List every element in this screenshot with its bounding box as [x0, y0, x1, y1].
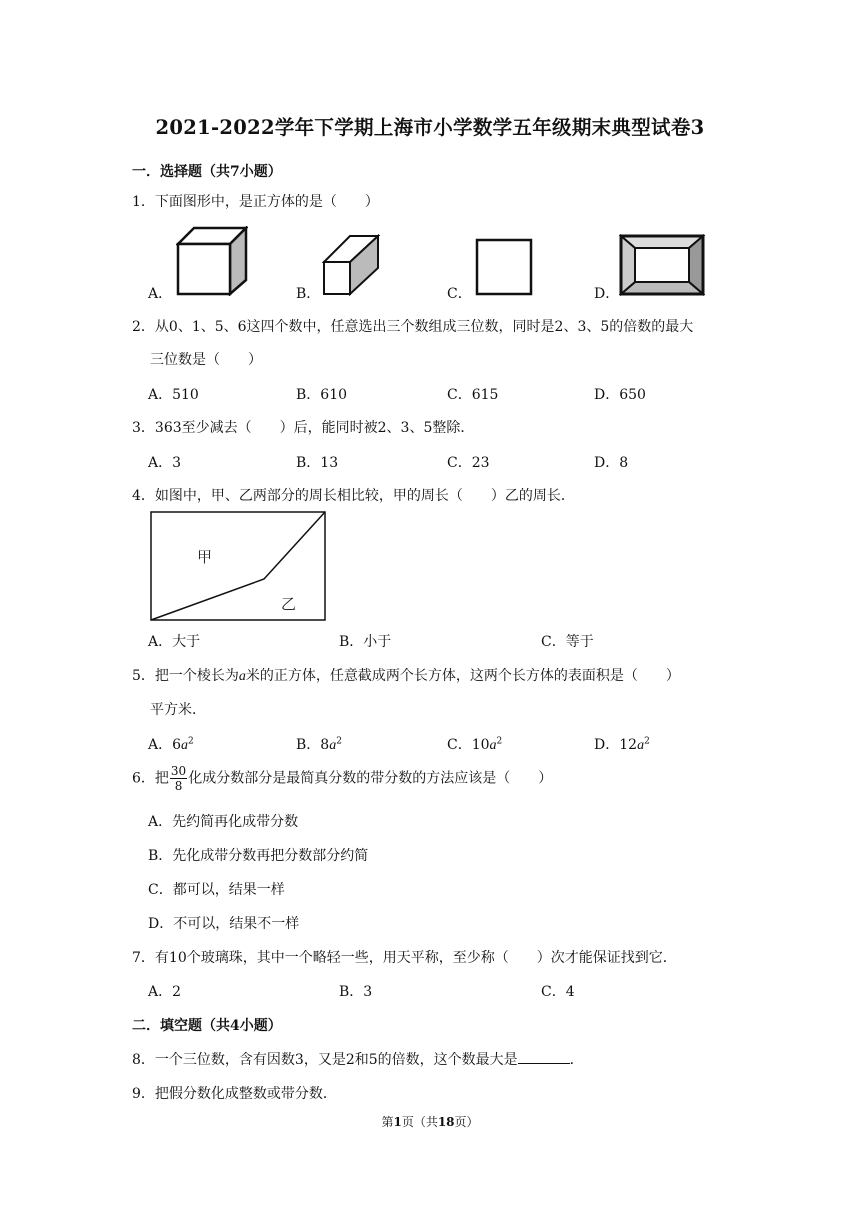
- var-a: a: [238, 669, 246, 684]
- rectangle-divided-figure: [149, 510, 327, 622]
- answer-blank: [518, 1049, 570, 1064]
- q7-option-c: C．4: [541, 984, 575, 1000]
- question-7-stem: 7．有10个玻璃珠，其中一个略轻一些，用天平称，至少称（ ）次才能保证找到它．: [132, 950, 677, 966]
- cuboid-figure-b: [322, 234, 380, 296]
- q3-option-a: A．3: [148, 455, 182, 471]
- question-5-stem-line2: 平方米．: [150, 702, 206, 718]
- question-1-stem: 1．下面图形中，是正方体的是（ ）: [132, 194, 379, 210]
- cube-figure-a: [176, 226, 248, 296]
- q5-option-b: B．$8a^2$: [296, 736, 342, 753]
- q6-option-c: C．都可以，结果一样: [148, 882, 285, 898]
- label-jia: 甲: [197, 548, 213, 566]
- q2-option-c: C．615: [447, 387, 499, 403]
- question-8-stem: 8．一个三位数，含有因数3，又是2和5的倍数，这个数最大是 ．: [132, 1049, 584, 1069]
- q2-option-d: D．650: [594, 387, 646, 403]
- q1-option-c-label: C．: [447, 286, 472, 302]
- section-heading-choice: 一．选择题（共7小题）: [132, 164, 282, 180]
- q5-option-a: A．$6a^2$: [148, 736, 194, 753]
- q1-option-d-label: D．: [594, 286, 620, 302]
- frame-figure-d: [619, 234, 705, 296]
- q7-option-a: A．2: [148, 984, 182, 1000]
- q3-option-b: B．13: [296, 455, 339, 471]
- q3-option-d: D．8: [594, 455, 629, 471]
- q6-option-b: B．先化成带分数再把分数部分约简: [148, 848, 369, 864]
- q2-option-a: A．510: [148, 387, 199, 403]
- q1-option-a-label: A．: [148, 286, 173, 302]
- question-4-stem: 4．如图中，甲、乙两部分的周长相比较，甲的周长（ ）乙的周长．: [132, 488, 575, 504]
- question-5-stem-line1: 5．把一个棱长为a米的正方体，任意截成两个长方体，这两个长方体的表面积是（ ）: [132, 668, 680, 684]
- section-heading-fill: 二．填空题（共4小题）: [132, 1018, 282, 1034]
- q5-option-c: C．$10a^2$: [447, 736, 503, 753]
- page-footer: 第1页（共18页）: [381, 1115, 479, 1129]
- q4-option-a: A．大于: [148, 634, 201, 650]
- question-6-stem: 6．把 $\frac{30}{8}$ 化成分数部分是最简真分数的带分数的方法应该是（ ）: [132, 764, 553, 793]
- q4-option-b: B．小于: [339, 634, 392, 650]
- square-figure-c: [475, 238, 533, 296]
- q6-option-d: D．不可以，结果不一样: [148, 916, 300, 932]
- q4-option-c: C．等于: [541, 634, 594, 650]
- question-9-stem: 9．把假分数化成整数或带分数．: [132, 1086, 337, 1102]
- q7-option-b: B．3: [339, 984, 373, 1000]
- question-3-stem: 3．363至少减去（ ）后，能同时被2、3、5整除．: [132, 420, 475, 436]
- q5-option-d: D．$12a^2$: [594, 736, 650, 753]
- q3-option-c: C．23: [447, 455, 490, 471]
- question-2-stem-line1: 2．从0、1、5、6这四个数中，任意选出三个数组成三位数，同时是2、3、5的倍数的最大: [132, 319, 694, 335]
- question-2-stem-line2: 三位数是（ ）: [150, 352, 262, 368]
- page-title: 2021-2022学年下学期上海市小学数学五年级期末典型试卷3: [155, 116, 705, 139]
- label-yi: 乙: [281, 595, 297, 613]
- q6-option-a: A．先约简再化成带分数: [148, 814, 299, 830]
- q1-option-b-label: B．: [296, 286, 321, 302]
- fraction-30-over-8: $\frac{30}{8}$: [170, 764, 187, 793]
- q2-option-b: B．610: [296, 387, 348, 403]
